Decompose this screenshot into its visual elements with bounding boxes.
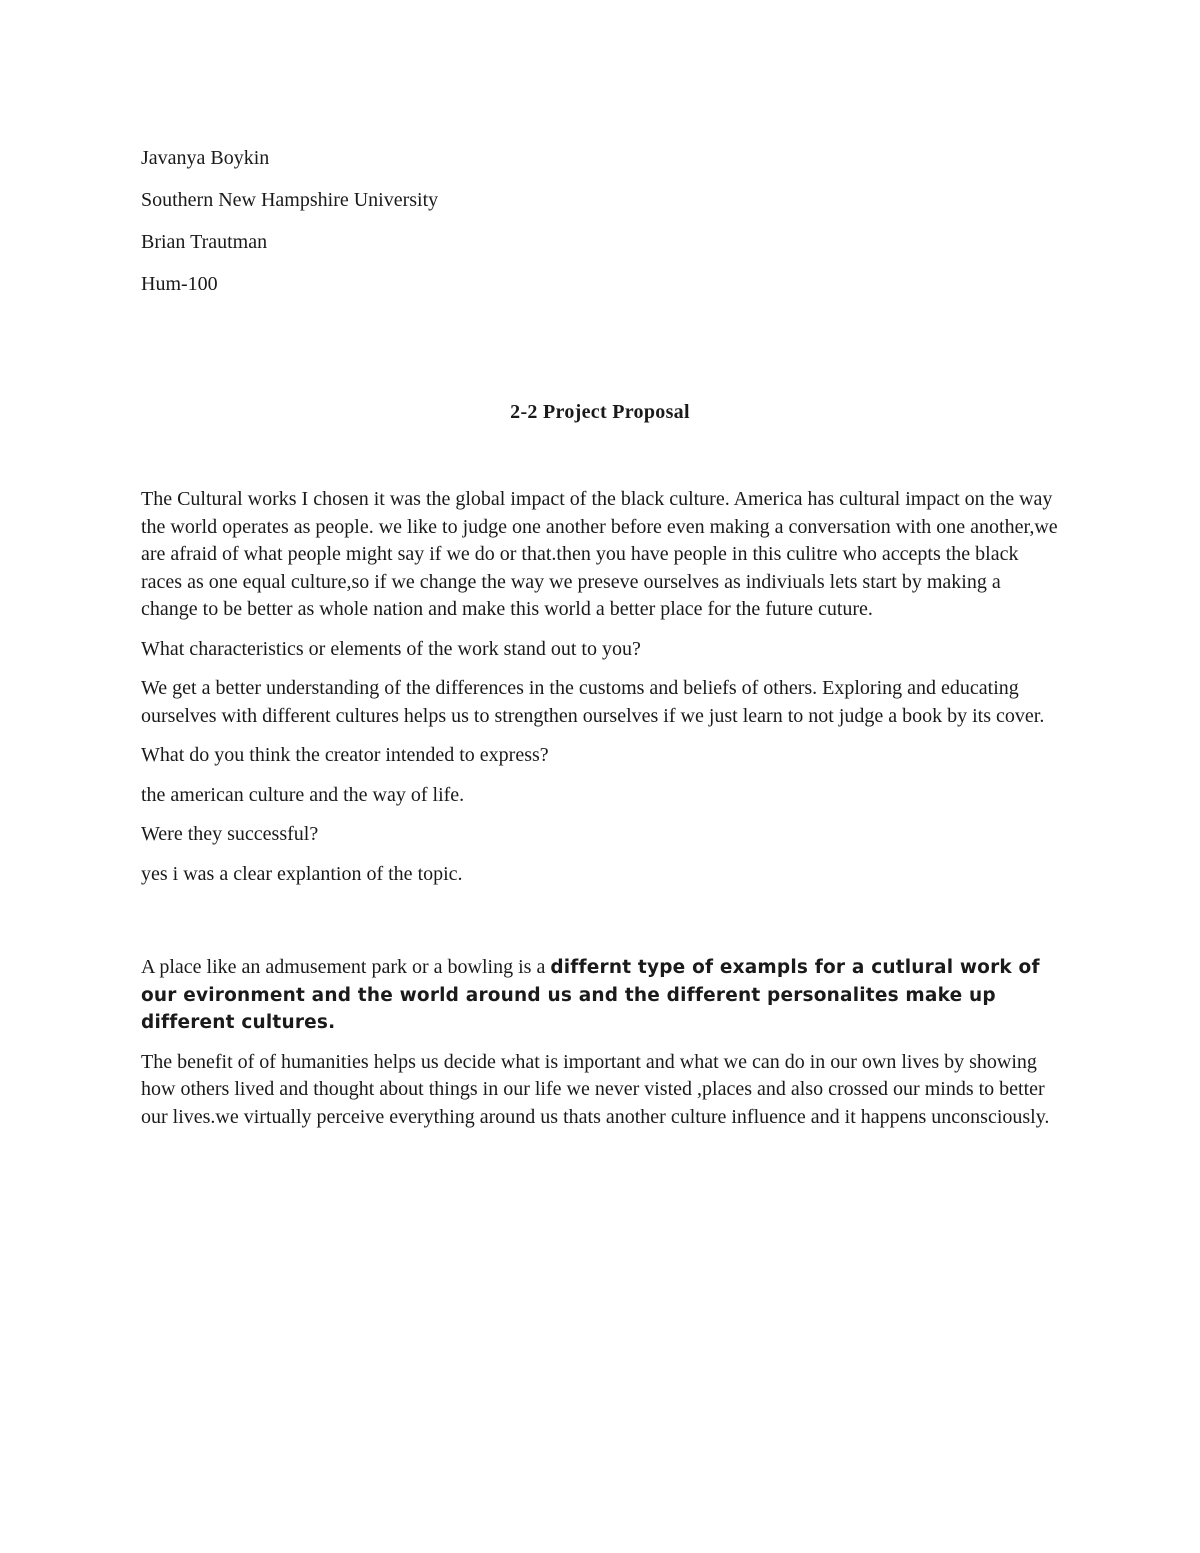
question-1: What characteristics or elements of the work stand out to you? <box>141 637 641 660</box>
question-2: What do you think the creator intended to express? <box>141 744 549 766</box>
place-bold-text: differnt type of exampls for a cutlural work of our evironment and the world around us and the different personalites make up different cultures. <box>141 957 1040 1033</box>
benefit-paragraph: The benefit of of humanities helps us decide what is important and what we can do in our own lives by showing how others lived and thought about things in our life we never visted ,places and also crossed our minds to better our lives.we virtually perceive everything around us thats another culture influence and it happens unconsciously. <box>141 1050 1050 1128</box>
course-code: Hum-100 <box>141 273 218 295</box>
author-name: Javanya Boykin <box>141 147 270 169</box>
place-prefix-text: A place like an admusement park or a bowling is a <box>141 956 551 978</box>
paragraph-gap <box>141 900 1061 954</box>
place-paragraph <box>141 954 1061 1037</box>
intro-paragraph: The Cultural works I chosen it was the global impact of the black culture. America has cultural impact on the way the world operates as people. we like to judge one another before even making a conversation with one another,we are afraid of what people might say if we do or that.then you have people in this culitre who accepts the black races as one equal culture,so if we change the way we preseve ourselves as indiviuals lets start by making a change to be better as whole nation and make this world a better place for the future cuture. <box>141 488 1058 620</box>
answer-2: the american culture and the way of life. <box>141 783 465 806</box>
question-3: Were they successful? <box>141 823 319 845</box>
document-body <box>141 486 1061 1143</box>
document-title: 2-2 Project Proposal <box>510 401 690 423</box>
instructor-name: Brian Trautman <box>141 231 268 253</box>
institution-name: Southern New Hampshire University <box>141 189 439 211</box>
answer-3: yes i was a clear explantion of the topic. <box>141 862 463 885</box>
answer-1: We get a better understanding of the differences in the customs and beliefs of others. Exploring and educating ourselves with different cultures helps us to strengthen ourselves if we just learn to not judge a book by its cover. <box>141 677 1045 727</box>
header-block <box>141 144 1041 312</box>
